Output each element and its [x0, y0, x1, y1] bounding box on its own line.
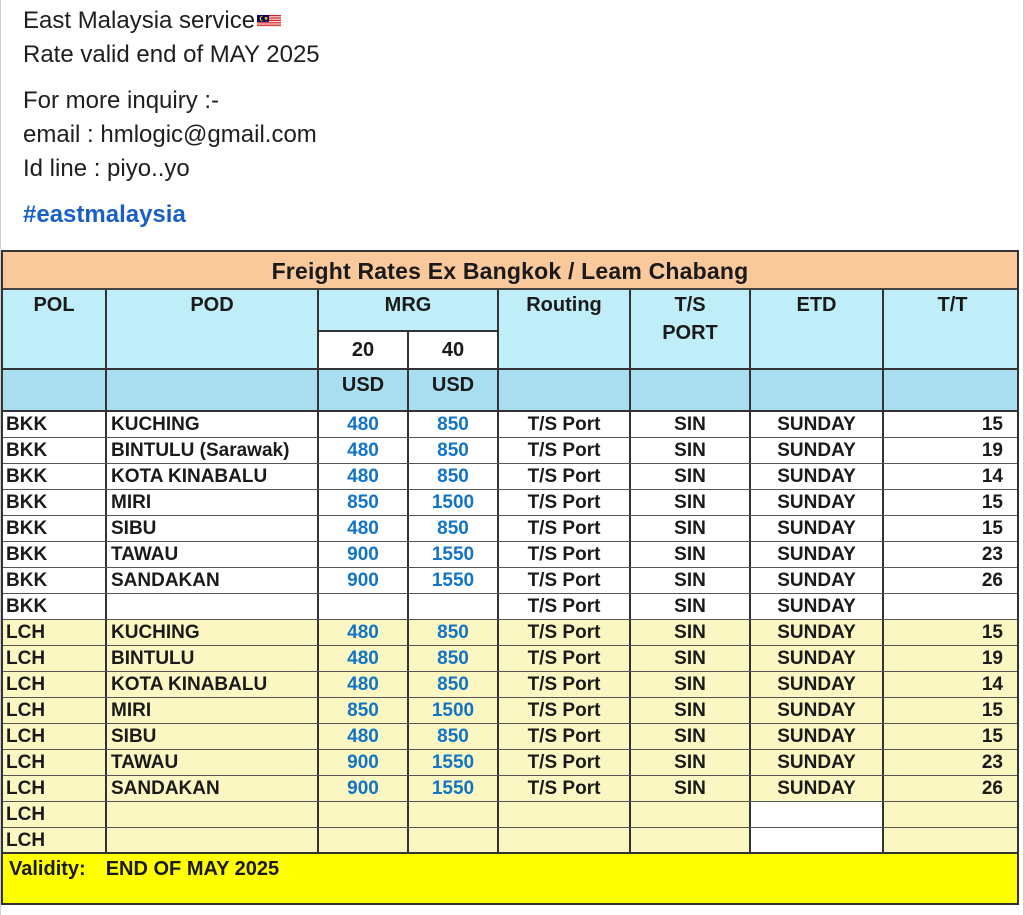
header-40: 40: [409, 332, 499, 370]
rate-40-cell: 850: [409, 620, 499, 645]
table-row: [3, 516, 1017, 542]
rate-40-cell: 1550: [409, 542, 499, 567]
ts-port-cell: SIN: [631, 776, 751, 801]
validity-bar: [3, 852, 1017, 905]
ts-port-cell: [631, 802, 751, 827]
pol-cell: LCH: [3, 776, 107, 801]
table-row: [3, 750, 1017, 776]
etd-cell: SUNDAY: [751, 594, 884, 619]
routing-cell: T/S Port: [499, 516, 631, 541]
ts-port-cell: [631, 828, 751, 853]
rate-20-cell: 850: [319, 490, 409, 515]
transit-time-cell: 19: [981, 440, 1003, 461]
ts-port-cell: SIN: [631, 724, 751, 749]
pod-cell: MIRI: [107, 490, 319, 515]
ts-port-cell: SIN: [631, 568, 751, 593]
transit-time-cell: 14: [981, 466, 1003, 487]
routing-cell: T/S Port: [499, 568, 631, 593]
rate-40-cell: [409, 802, 499, 827]
routing-cell: T/S Port: [499, 750, 631, 775]
routing-cell: T/S Port: [499, 594, 631, 619]
ts-port-cell: SIN: [631, 490, 751, 515]
pod-cell: [107, 828, 319, 853]
post-line-service: [23, 4, 320, 38]
pol-cell: BKK: [3, 594, 107, 619]
pod-cell: KUCHING: [107, 620, 319, 645]
routing-cell: T/S Port: [499, 542, 631, 567]
rate-40-cell: 1550: [409, 568, 499, 593]
rate-20-cell: 480: [319, 438, 409, 463]
pod-cell: TAWAU: [107, 750, 319, 775]
routing-cell: T/S Port: [499, 490, 631, 515]
etd-cell: SUNDAY: [751, 620, 884, 645]
etd-cell: SUNDAY: [751, 724, 884, 749]
header-ts-port-line2: PORT: [662, 322, 718, 344]
pod-cell: [107, 594, 319, 619]
pol-cell: BKK: [3, 490, 107, 515]
routing-cell: T/S Port: [499, 776, 631, 801]
pol-cell: BKK: [3, 568, 107, 593]
post-line-inquiry: For more inquiry :-: [23, 87, 220, 114]
header-pol: POL: [3, 290, 107, 370]
ts-port-cell: SIN: [631, 698, 751, 723]
etd-cell: SUNDAY: [751, 542, 884, 567]
transit-time-cell: 15: [981, 622, 1003, 643]
table-row: [3, 802, 1017, 828]
table-row: [3, 490, 1017, 516]
rate-20-cell: [319, 594, 409, 619]
etd-cell: [751, 828, 884, 853]
rate-40-cell: 850: [409, 672, 499, 697]
usd-row-routing: [499, 370, 631, 412]
rate-40-cell: 1550: [409, 750, 499, 775]
rate-40-cell: [409, 594, 499, 619]
table-row: [3, 672, 1017, 698]
rate-40-cell: 1500: [409, 698, 499, 723]
header-20: 20: [319, 332, 409, 370]
usd-row-pol: [3, 370, 107, 412]
transit-time-cell: 23: [981, 752, 1003, 773]
ts-port-cell: SIN: [631, 672, 751, 697]
rate-20-cell: 900: [319, 750, 409, 775]
ts-port-cell: SIN: [631, 594, 751, 619]
ts-port-cell: SIN: [631, 438, 751, 463]
pod-cell: SANDAKAN: [107, 776, 319, 801]
routing-cell: T/S Port: [499, 698, 631, 723]
transit-time-cell: [884, 594, 1019, 619]
rate-20-cell: 480: [319, 464, 409, 489]
transit-time-cell: 26: [981, 570, 1003, 591]
header-tt: T/T: [884, 290, 1019, 370]
usd-row-pod: [107, 370, 319, 412]
table-row: [3, 724, 1017, 750]
pod-cell: SIBU: [107, 724, 319, 749]
rate-40-cell: 850: [409, 464, 499, 489]
routing-cell: [499, 828, 631, 853]
rate-20-cell: 900: [319, 542, 409, 567]
rate-20-cell: [319, 802, 409, 827]
usd-40: USD: [409, 370, 499, 412]
routing-cell: T/S Port: [499, 412, 631, 437]
transit-time-cell: 15: [981, 518, 1003, 539]
transit-time-cell: 23: [981, 544, 1003, 565]
rate-20-cell: 480: [319, 646, 409, 671]
ts-port-cell: SIN: [631, 646, 751, 671]
transit-time-cell: 15: [981, 414, 1003, 435]
etd-cell: [751, 802, 884, 827]
malaysia-flag-icon: [257, 13, 281, 29]
service-text: East Malaysia service: [23, 7, 256, 34]
sheet-title: Freight Rates Ex Bangkok / Leam Chabang: [3, 252, 1017, 290]
rate-40-cell: 850: [409, 516, 499, 541]
rate-40-cell: 850: [409, 412, 499, 437]
post-line-email: email : hmlogic@gmail.com: [23, 121, 317, 148]
pod-cell: SIBU: [107, 516, 319, 541]
transit-time-cell: 15: [981, 726, 1003, 747]
ts-port-cell: SIN: [631, 542, 751, 567]
usd-row-etd: [751, 370, 884, 412]
rate-40-cell: 850: [409, 646, 499, 671]
pol-cell: BKK: [3, 542, 107, 567]
pod-cell: [107, 802, 319, 827]
pod-cell: SANDAKAN: [107, 568, 319, 593]
etd-cell: SUNDAY: [751, 438, 884, 463]
rate-40-cell: 1550: [409, 776, 499, 801]
routing-cell: T/S Port: [499, 724, 631, 749]
transit-time-cell: 26: [981, 778, 1003, 799]
rate-20-cell: 480: [319, 516, 409, 541]
table-row: [3, 464, 1017, 490]
routing-cell: [499, 802, 631, 827]
header-pod: POD: [107, 290, 319, 370]
pod-cell: BINTULU (Sarawak): [107, 438, 319, 463]
etd-cell: SUNDAY: [751, 698, 884, 723]
transit-time-cell: 19: [981, 648, 1003, 669]
transit-time-cell: 15: [981, 700, 1003, 721]
validity-value: END OF MAY 2025: [105, 858, 280, 880]
post-line-validity: Rate valid end of MAY 2025: [23, 41, 320, 68]
pod-cell: KUCHING: [107, 412, 319, 437]
table-row: [3, 438, 1017, 464]
hashtag-link[interactable]: #eastmalaysia: [23, 201, 186, 228]
post-caption: [23, 4, 320, 232]
etd-cell: SUNDAY: [751, 750, 884, 775]
pol-cell: LCH: [3, 646, 107, 671]
pol-cell: LCH: [3, 802, 107, 827]
etd-cell: SUNDAY: [751, 490, 884, 515]
rate-20-cell: [319, 828, 409, 853]
table-row: [3, 828, 1017, 854]
header-mrg: MRG: [319, 290, 499, 332]
pol-cell: LCH: [3, 698, 107, 723]
rate-20-cell: 480: [319, 412, 409, 437]
pod-cell: KOTA KINABALU: [107, 464, 319, 489]
pod-cell: BINTULU: [107, 646, 319, 671]
rate-20-cell: 900: [319, 568, 409, 593]
table-row: [3, 646, 1017, 672]
transit-time-cell: [884, 828, 1019, 853]
routing-cell: T/S Port: [499, 464, 631, 489]
routing-cell: T/S Port: [499, 620, 631, 645]
routing-cell: T/S Port: [499, 672, 631, 697]
header-ts-port-line1: T/S: [674, 294, 706, 316]
rate-40-cell: 850: [409, 438, 499, 463]
pol-cell: BKK: [3, 412, 107, 437]
transit-time-cell: 15: [981, 492, 1003, 513]
pol-cell: BKK: [3, 438, 107, 463]
pol-cell: LCH: [3, 620, 107, 645]
table-row: [3, 594, 1017, 620]
validity-label: Validity:: [9, 858, 86, 880]
pol-cell: BKK: [3, 516, 107, 541]
pol-cell: BKK: [3, 464, 107, 489]
rate-20-cell: 900: [319, 776, 409, 801]
pol-cell: LCH: [3, 750, 107, 775]
rate-40-cell: [409, 828, 499, 853]
rate-20-cell: 480: [319, 620, 409, 645]
pod-cell: MIRI: [107, 698, 319, 723]
etd-cell: SUNDAY: [751, 776, 884, 801]
usd-20: USD: [319, 370, 409, 412]
rate-20-cell: 480: [319, 724, 409, 749]
pol-cell: LCH: [3, 828, 107, 853]
usd-row-ts: [631, 370, 751, 412]
etd-cell: SUNDAY: [751, 568, 884, 593]
table-row: [3, 620, 1017, 646]
rate-40-cell: 850: [409, 724, 499, 749]
ts-port-cell: SIN: [631, 464, 751, 489]
pod-cell: KOTA KINABALU: [107, 672, 319, 697]
header-ts-port: [631, 290, 751, 370]
etd-cell: SUNDAY: [751, 516, 884, 541]
transit-time-cell: 14: [981, 674, 1003, 695]
etd-cell: SUNDAY: [751, 646, 884, 671]
rate-40-cell: 1500: [409, 490, 499, 515]
rate-20-cell: 480: [319, 672, 409, 697]
ts-port-cell: SIN: [631, 412, 751, 437]
etd-cell: SUNDAY: [751, 412, 884, 437]
usd-row-tt: [884, 370, 1019, 412]
table-row: [3, 542, 1017, 568]
table-row: [3, 776, 1017, 802]
etd-cell: SUNDAY: [751, 672, 884, 697]
ts-port-cell: SIN: [631, 620, 751, 645]
post-line-line-id: Id line : piyo..yo: [23, 155, 190, 182]
routing-cell: T/S Port: [499, 646, 631, 671]
table-row: [3, 412, 1017, 438]
pol-cell: LCH: [3, 724, 107, 749]
transit-time-cell: [884, 802, 1019, 827]
ts-port-cell: SIN: [631, 750, 751, 775]
pod-cell: TAWAU: [107, 542, 319, 567]
etd-cell: SUNDAY: [751, 464, 884, 489]
freight-rate-sheet: [1, 250, 1019, 905]
ts-port-cell: SIN: [631, 516, 751, 541]
header-etd: ETD: [751, 290, 884, 370]
table-row: [3, 698, 1017, 724]
table-row: [3, 568, 1017, 594]
header-routing: Routing: [499, 290, 631, 370]
routing-cell: T/S Port: [499, 438, 631, 463]
pol-cell: LCH: [3, 672, 107, 697]
rate-20-cell: 850: [319, 698, 409, 723]
